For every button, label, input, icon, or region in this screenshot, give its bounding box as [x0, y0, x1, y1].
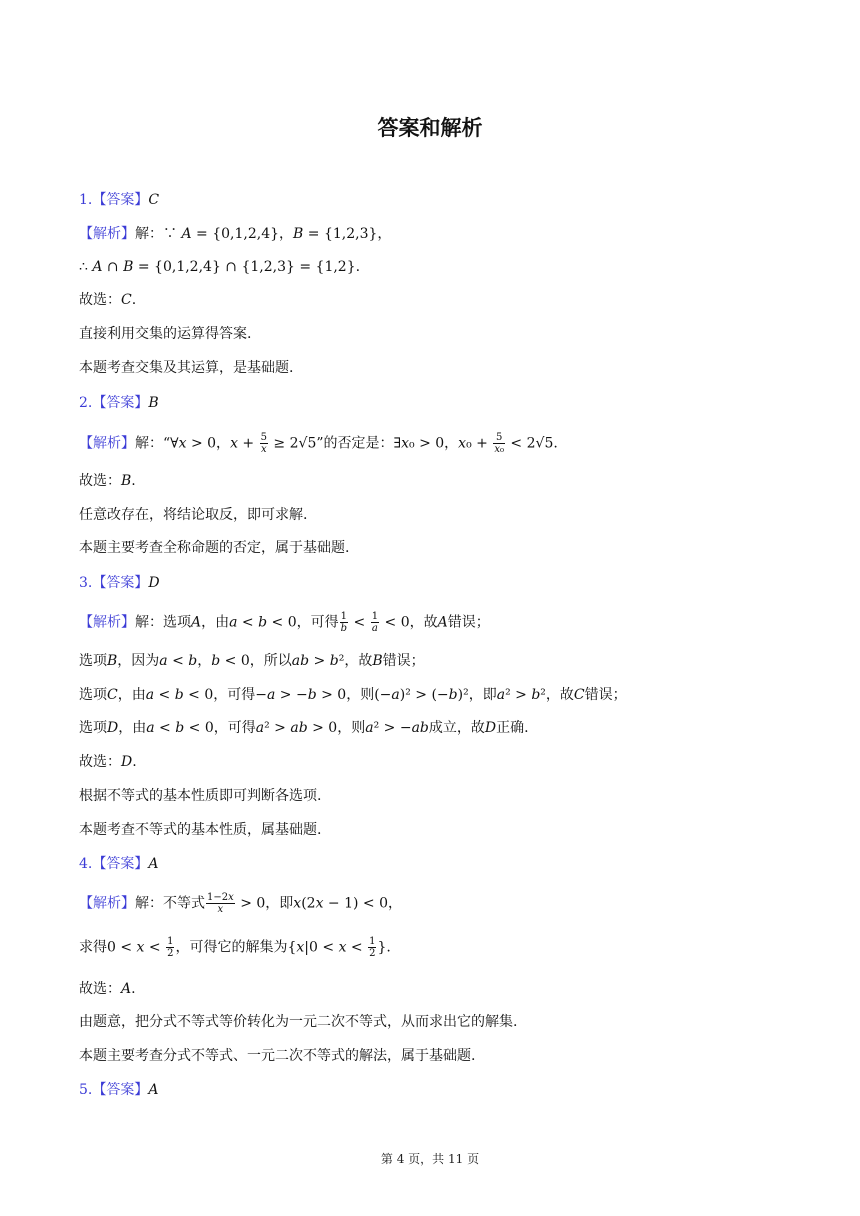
page-footer: 第 4 页，共 11 页	[380, 1152, 480, 1166]
text-line: 本题考查不等式的基本性质，属基础题.	[79, 822, 322, 838]
analysis-1: 【解析】解：∵ A = {0,1,2,4}，B = {1,2,3}，	[79, 226, 392, 242]
text-line: 故选：C.	[79, 292, 137, 308]
analysis-3: 【解析】解：选项A，由a < b < 0，可得 $\frac{1}{b}$ < $\frac{1}{a}$ < 0，故A错误；	[79, 611, 490, 634]
analysis-2: 【解析】解：“∀x > 0，x + $\frac{5}{x}$ ≥ 2√5”的否定是：∃x₀ > 0，x₀ + $\frac{5}{\text{x₀}}$ < 2√5.	[79, 432, 558, 455]
text-line: 本题考查交集及其运算，是基础题.	[79, 360, 294, 376]
text-line: 故选：D.	[79, 754, 137, 770]
answer-2: 2.【答案】B	[79, 395, 159, 411]
text-line: 根据不等式的基本性质即可判断各选项.	[79, 788, 322, 804]
text-line: 由题意，把分式不等式等价转化为一元二次不等式，从而求出它的解集.	[79, 1014, 518, 1030]
text-line: 直接利用交集的运算得答案.	[79, 326, 252, 342]
answer-4: 4.【答案】A	[79, 856, 159, 872]
text-line: 本题主要考查分式不等式、一元二次不等式的解法，属于基础题.	[79, 1048, 476, 1064]
text-line: 故选：A.	[79, 981, 136, 997]
text-line: 求得0 < x < $\frac{1}{2}$ ，可得它的解集为{x|0 < x < $\frac{1}{2}$ }.	[79, 936, 391, 959]
text-line: 选项B，因为a < b，b < 0，所以ab > b²，故B错误；	[79, 653, 425, 669]
answer-5: 5.【答案】A	[79, 1082, 159, 1098]
page-title: 答案和解析	[377, 116, 483, 140]
analysis-4: 【解析】解：不等式 $\frac{1-2x}{x}$ > 0，即x(2x − 1) < 0，	[79, 892, 403, 915]
text-line: 任意改存在，将结论取反，即可求解.	[79, 507, 308, 523]
text-line: 选项D，由a < b < 0，可得a² > ab > 0，则a² > −ab成立，故D正确.	[79, 720, 529, 736]
answer-3: 3.【答案】D	[79, 575, 160, 591]
text-line: ∴ A ∩ B = {0,1,2,4} ∩ {1,2,3} = {1,2}.	[79, 259, 361, 275]
answer-1: 1.【答案】C	[79, 192, 160, 208]
text-line: 选项C，由a < b < 0，可得−a > −b > 0，则(−a)² > (−b)²，即a² > b²，故C错误；	[79, 687, 627, 703]
text-line: 故选：B.	[79, 473, 136, 489]
text-line: 本题主要考查全称命题的否定，属于基础题.	[79, 540, 350, 556]
